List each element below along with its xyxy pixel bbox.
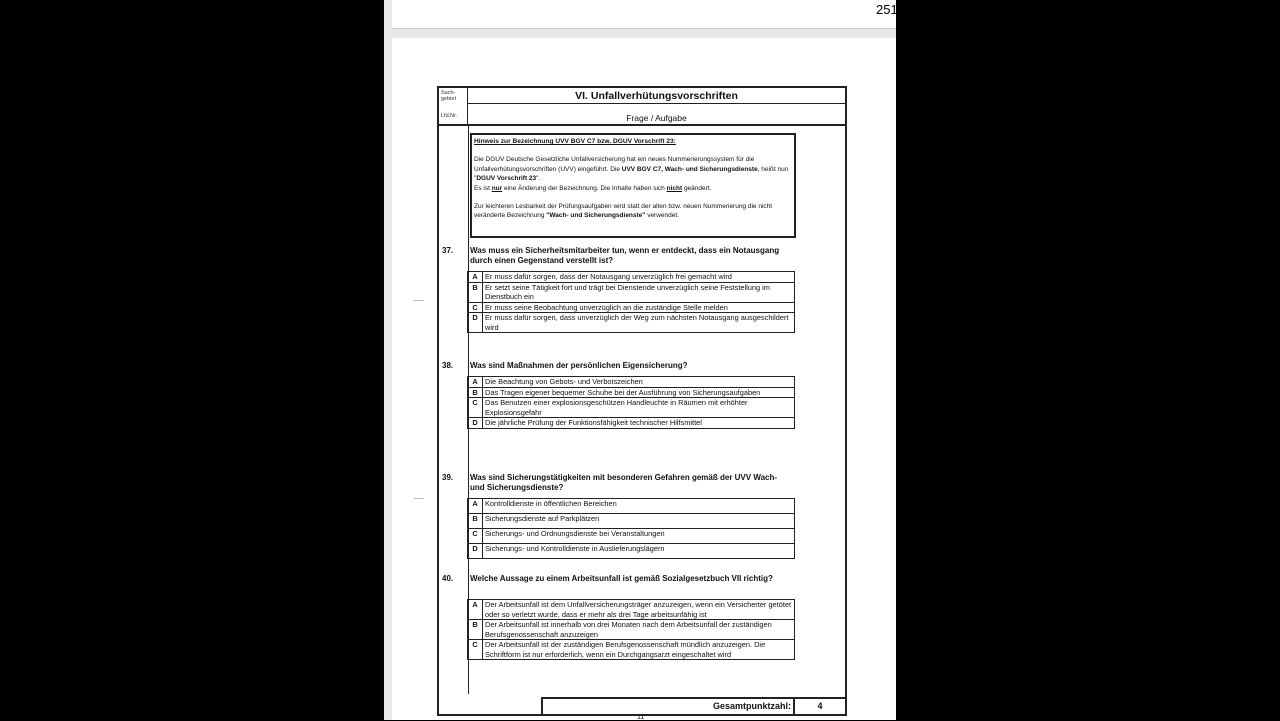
answer-text: Das Benutzen einer explosionsgeschützen Handleuchte in Räumen mit erhöhter Explosionsgefahr xyxy=(483,398,795,418)
answer-row[interactable] xyxy=(468,544,795,559)
answer-text: Kontrolldienste in öffentlichen Bereichen xyxy=(483,499,795,514)
answer-row[interactable] xyxy=(468,514,795,529)
subject-area-label: Sach- gebiet xyxy=(441,90,456,102)
answer-text: Die Beachtung von Gebots- und Verbotszeichen xyxy=(483,377,795,388)
answer-text: Der Arbeitsunfall ist innerhalb von drei Monaten nach dem Arbeitsunfall der zuständigen Berufsgenossenschaft anzuzeigen xyxy=(483,620,795,640)
answer-text: Der Arbeitsunfall ist dem Unfallversicherungsträger anzuzeigen, wenn ein Versicherter getötet oder so verletzt wurde, dass er mehr als drei Tage arbeitsunfähig ist xyxy=(483,600,795,620)
answer-text: Er setzt seine Tätigkeit fort und trägt bei Dienstende unverzüglich seine Feststellung im Dienstbuch ein xyxy=(483,282,795,302)
previous-page-edge xyxy=(392,0,896,29)
answer-text: Er muss seine Beobachtung unverzüglich an die zuständige Stelle melden xyxy=(483,302,795,313)
answer-row[interactable] xyxy=(468,377,795,388)
page-footer-mark: 11 xyxy=(637,714,645,721)
answer-row[interactable] xyxy=(468,313,795,333)
question-text: Was muss ein Sicherheitsmitarbeiter tun, wenn er entdeckt, dass ein Notausgang durch einen Gegenstand verstellt ist? xyxy=(470,246,780,265)
header-divider xyxy=(468,103,845,104)
exam-form xyxy=(437,86,847,716)
answer-row[interactable] xyxy=(468,272,795,283)
answer-letter: A xyxy=(468,272,483,283)
header-label-column xyxy=(439,88,468,126)
total-score-row xyxy=(541,697,845,714)
total-score-label: Gesamtpunktzahl: xyxy=(712,701,791,711)
answer-letter: B xyxy=(468,620,483,640)
answer-row[interactable] xyxy=(468,398,795,418)
serial-number-label: Lfd.Nr. xyxy=(441,113,458,119)
answer-letter: A xyxy=(468,600,483,620)
answer-row[interactable] xyxy=(468,640,795,660)
answer-text: Die jährliche Prüfung der Funktionsfähigkeit technischer Hilfsmittel xyxy=(483,418,795,429)
notice-paragraph: Zur leichteren Lesbarkeit der Prüfungsaufgaben wird statt der alten bzw. neuen Nummerierung die nicht veränderte Bezeichnung "Wach- und Sicherungsdienste" verwendet. xyxy=(474,203,773,220)
answer-table xyxy=(467,271,795,333)
answer-text: Der Arbeitsunfall ist der zuständigen Berufsgenossenschaft mündlich anzuzeigen. Die Schriftform ist nur erforderlich, wenn ein Durchgangsarzt eingeschaltet wird xyxy=(483,640,795,660)
answer-table xyxy=(467,376,795,429)
answer-row[interactable] xyxy=(468,302,795,313)
page-number: 251 xyxy=(876,2,898,17)
question-text: Was sind Sicherungstätigkeiten mit besonderen Gefahren gemäß der UVV Wach- und Sicherungsdienste? xyxy=(470,473,778,492)
column-heading: Frage / Aufgabe xyxy=(626,113,687,123)
answer-row[interactable] xyxy=(468,418,795,429)
question-text: Welche Aussage zu einem Arbeitsunfall ist gemäß Sozialgesetzbuch VII richtig? xyxy=(470,574,773,583)
answer-text: Er muss dafür sorgen, dass unverzüglich der Weg zum nächsten Notausgang ausgeschildert wird xyxy=(483,313,795,333)
notice-title: Hinweis zur Bezeichnung UVV BGV C7 bzw. DGUV Vorschrift 23: xyxy=(474,138,676,145)
notice-paragraph: Die DGUV Deutsche Gesetzliche Unfallversicherung hat ein neues Nummerierungssystem für die Unfallverhütungsvorschriften (UVV) eingeführt. Die UVV BGV C7, Wach- und Sicherungsdienste, heißt nun "DGUV Vorschrift 23". xyxy=(474,156,789,183)
answer-letter: D xyxy=(468,418,483,429)
answer-text: Sicherungs- und Ordnungsdienste bei Veranstaltungen xyxy=(483,529,795,544)
answer-row[interactable] xyxy=(468,600,795,620)
question-number: 38. xyxy=(442,361,454,370)
answer-text: Das Tragen eigener bequemer Schuhe bei der Ausführung von Sicherungsaufgaben xyxy=(483,387,795,398)
page-title: VI. Unfallverhütungsvorschriften xyxy=(575,90,738,102)
answer-text: Sicherungsdienste auf Parkplätzen xyxy=(483,514,795,529)
answer-row[interactable] xyxy=(468,620,795,640)
total-score-value: 4 xyxy=(817,701,823,711)
answer-text: Er muss dafür sorgen, dass der Notausgang unverzüglich frei gemacht wird xyxy=(483,272,795,283)
answer-letter: A xyxy=(468,377,483,388)
answer-text: Sicherungs- und Kontrolldienste in Auslieferungslägern xyxy=(483,544,795,559)
answer-table xyxy=(467,498,795,559)
answer-letter: C xyxy=(468,529,483,544)
answer-row[interactable] xyxy=(468,282,795,302)
notice-paragraph: Es ist nur eine Änderung der Bezeichnung. Die Inhalte haben sich nicht geändert. xyxy=(474,184,712,192)
answer-letter: C xyxy=(468,398,483,418)
answer-letter: D xyxy=(468,313,483,333)
answer-letter: A xyxy=(468,499,483,514)
answer-row[interactable] xyxy=(468,499,795,514)
question-number: 40. xyxy=(442,574,454,583)
scan-mark xyxy=(414,498,424,499)
answer-letter: B xyxy=(468,282,483,302)
answer-table xyxy=(467,599,795,660)
answer-letter: C xyxy=(468,302,483,313)
question-text: Was sind Maßnahmen der persönlichen Eigensicherung? xyxy=(470,361,688,370)
question-number: 39. xyxy=(442,473,454,482)
answer-row[interactable] xyxy=(468,529,795,544)
answer-row[interactable] xyxy=(468,387,795,398)
scan-mark xyxy=(414,300,424,301)
answer-letter: D xyxy=(468,544,483,559)
notice-box xyxy=(470,133,796,238)
question-number: 37. xyxy=(442,246,454,255)
answer-letter: C xyxy=(468,640,483,660)
header xyxy=(468,88,845,126)
answer-letter: B xyxy=(468,387,483,398)
answer-letter: B xyxy=(468,514,483,529)
